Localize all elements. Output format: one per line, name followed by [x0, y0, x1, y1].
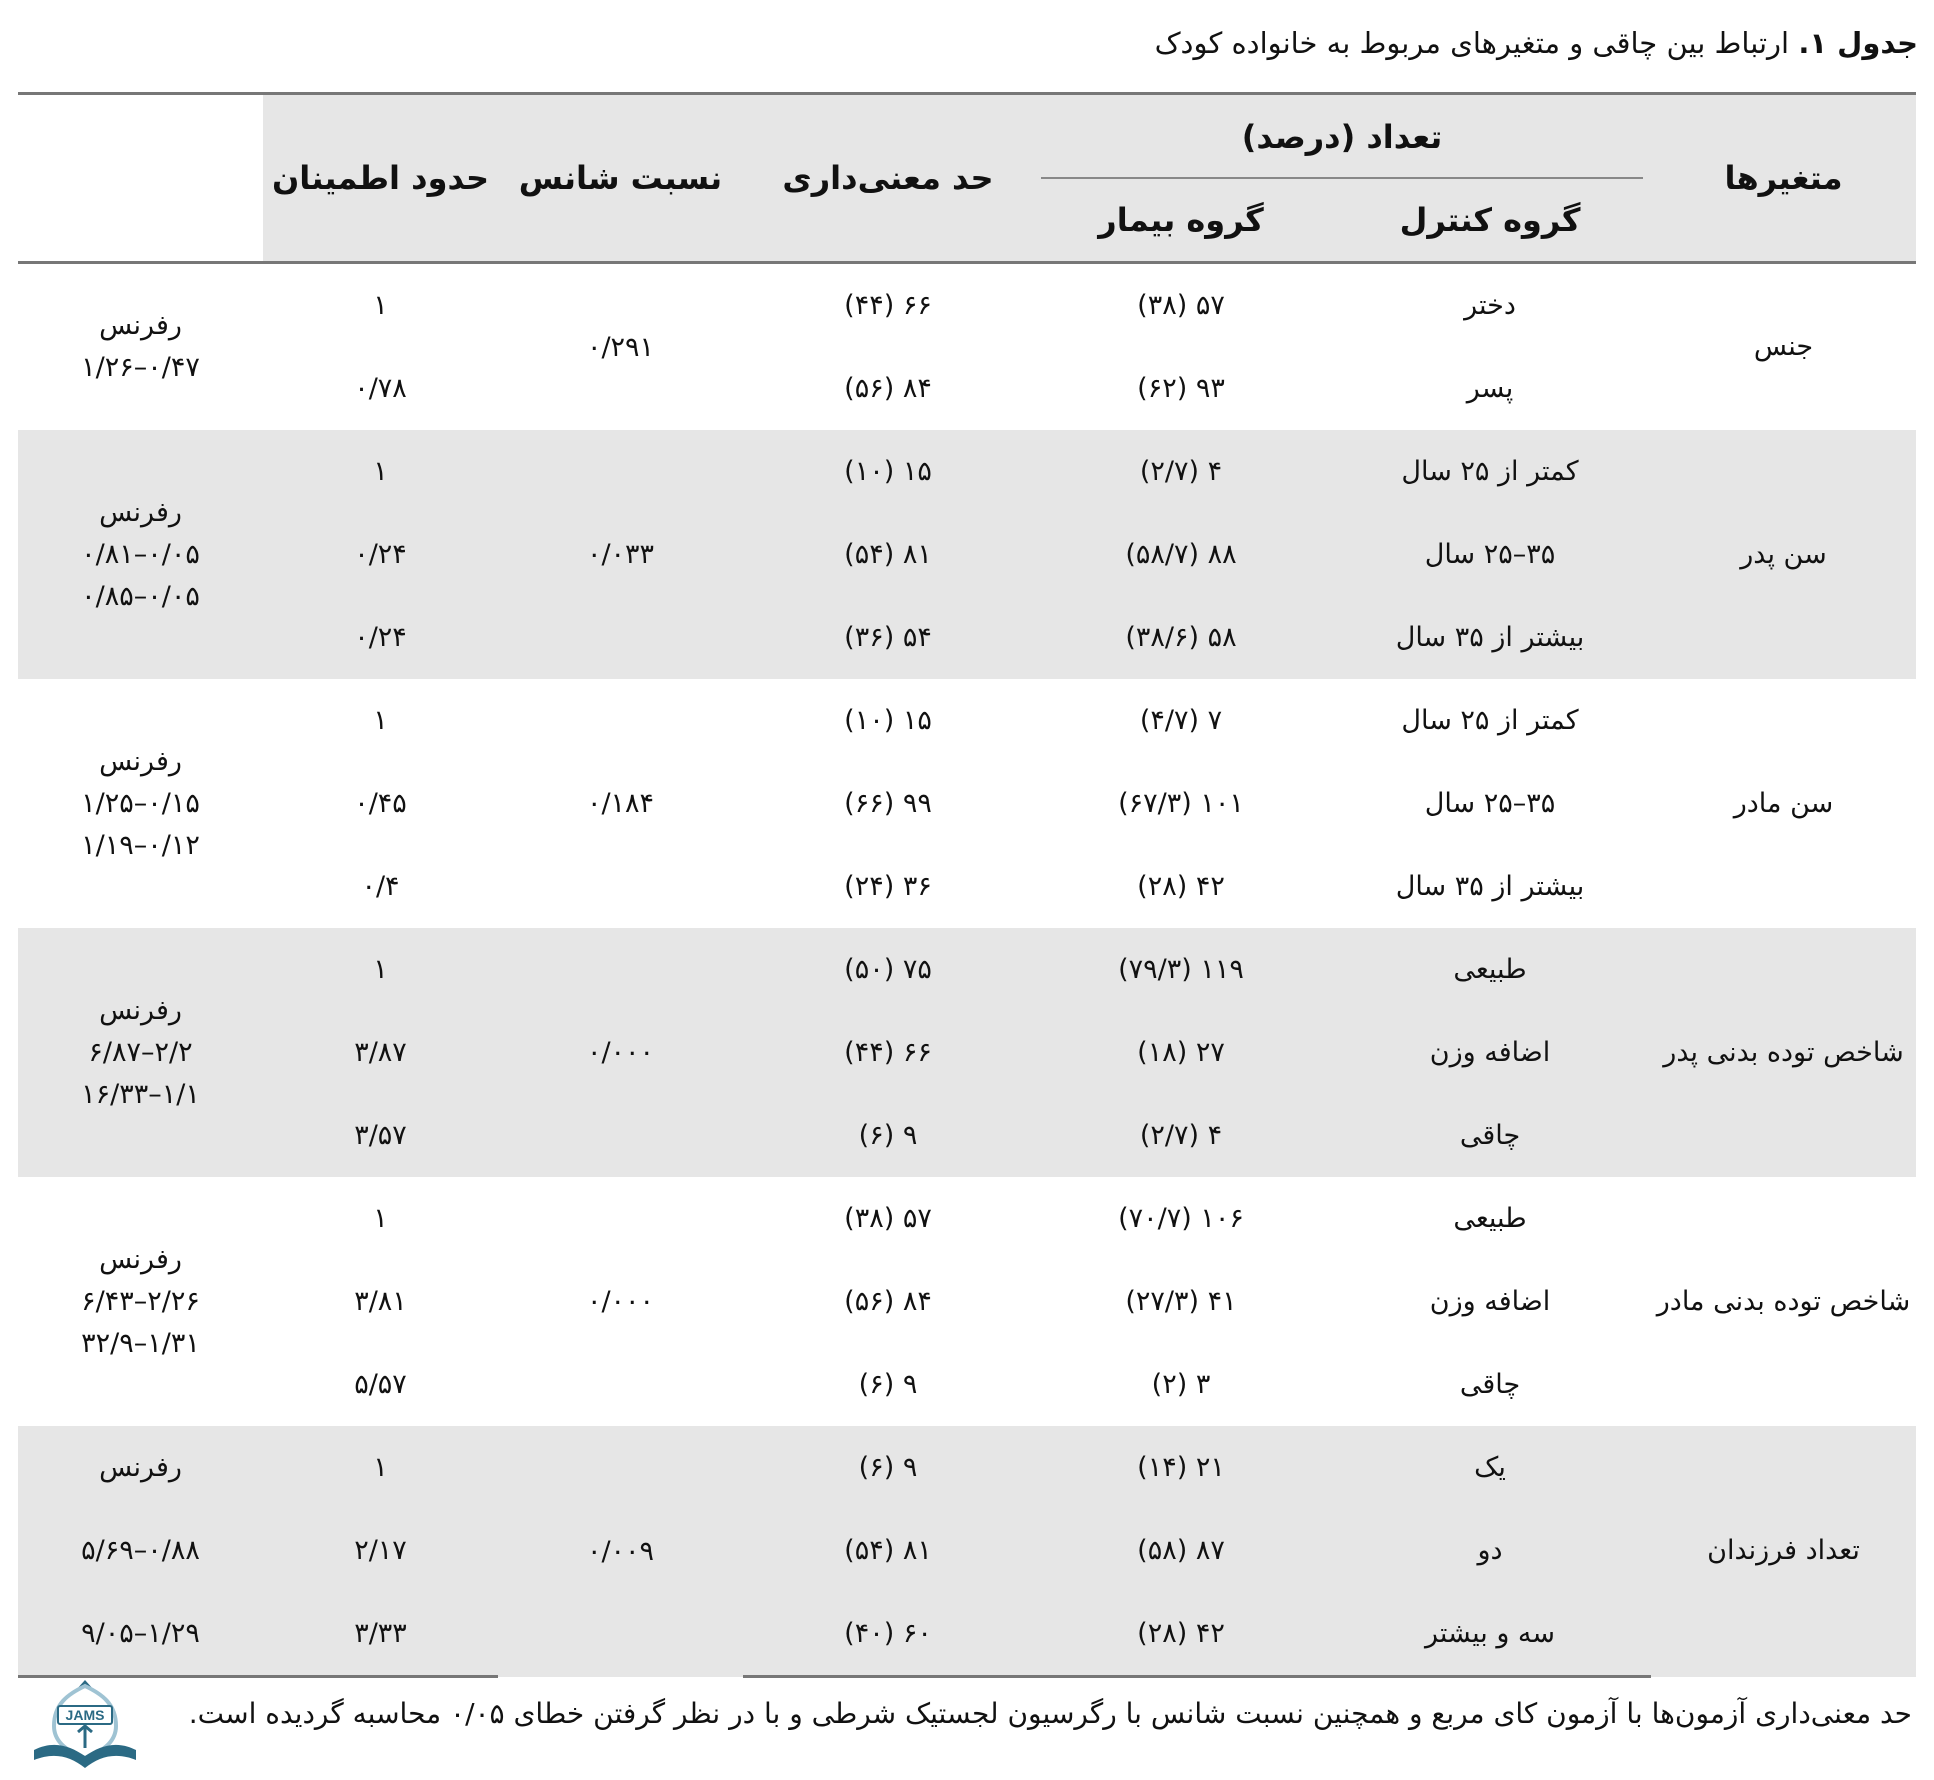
svg-text:JAMS: JAMS	[65, 1707, 105, 1723]
category-cell: ۳۵–۲۵ سال	[1424, 788, 1556, 819]
category-cell: اضافه وزن	[1329, 1011, 1651, 1094]
p-value-cell: ۰/۱۸۴	[586, 788, 655, 819]
table-row	[18, 347, 1916, 430]
table-row	[18, 263, 1916, 348]
header-odds-ratio: نسبت شانس	[518, 159, 723, 197]
ci-line: رفرنس	[99, 1243, 182, 1275]
header-significance: حد معنی‌داری	[782, 159, 994, 197]
odds-ratio-cell: ۱	[263, 430, 498, 513]
control-cell: ۸۷ (۵۸)	[1033, 1509, 1329, 1592]
ci-line: ۰/۱۲–۱/۱۹	[81, 829, 200, 861]
odds-ratio-cell: ۱	[373, 705, 388, 736]
group-mother-age	[18, 679, 1916, 928]
ci-line: رفرنس	[99, 310, 182, 341]
patient-cell: ۸۱ (۵۴)	[743, 1509, 1033, 1592]
control-cell: ۲۷ (۱۸)	[1033, 1011, 1329, 1094]
table-row	[18, 928, 1916, 1011]
group-father-bmi	[18, 928, 1916, 1177]
control-cell: ۷ (۴/۷)	[1139, 705, 1223, 736]
category-cell: اضافه وزن	[1429, 1286, 1551, 1317]
table-row	[18, 1426, 1916, 1509]
patient-cell: ۹۹ (۶۶)	[844, 788, 932, 819]
category-cell: بیشتر از ۳۵ سال	[1329, 596, 1651, 679]
p-value-cell: ۰/۲۹۱	[586, 331, 655, 363]
table-row	[18, 1177, 1916, 1260]
category-cell: یک	[1329, 1426, 1651, 1509]
header-patient-group: گروه بیمار	[1098, 201, 1264, 239]
control-cell: ۳ (۲)	[1151, 1369, 1211, 1400]
variable-name: شاخص توده بدنی پدر	[1651, 928, 1916, 1177]
jams-journal-logo	[24, 1676, 146, 1776]
p-value-cell: ۰/۰۰۹	[498, 1426, 743, 1677]
table-row	[18, 513, 1916, 596]
ci-line: ۰/۱۵–۱/۲۵	[81, 787, 200, 819]
category-cell: طبیعی	[1453, 1203, 1527, 1234]
odds-ratio-cell: ۵/۵۷	[354, 1369, 407, 1400]
category-cell: سه و بیشتر	[1329, 1592, 1651, 1677]
patient-cell: ۸۴ (۵۶)	[844, 1286, 932, 1317]
caption-text: ارتباط بین چاقی و متغیرهای مربوط به خانواده کودک	[1154, 26, 1799, 60]
ci-line: ۰/۴۷–۱/۲۶	[81, 352, 200, 383]
control-cell: ۱۱۹ (۷۹/۳)	[1033, 928, 1329, 1011]
table-row	[18, 845, 1916, 928]
group-children-count	[18, 1426, 1916, 1677]
table-row	[18, 596, 1916, 679]
header-control-group: گروه کنترل	[1399, 201, 1581, 239]
variable-name: تعداد فرزندان	[1651, 1426, 1916, 1677]
ci-line: رفرنس	[99, 496, 182, 528]
control-cell: ۴۲ (۲۸)	[1137, 871, 1225, 902]
category-cell: کمتر از ۲۵ سال	[1401, 705, 1579, 736]
ci-line: ۲/۲۶–۶/۴۳	[81, 1285, 200, 1317]
results-table	[18, 92, 1916, 1678]
table-row	[18, 1592, 1916, 1677]
ci-cell	[18, 1177, 263, 1426]
odds-ratio-cell: ۳/۸۷	[263, 1011, 498, 1094]
header-variables: متغیرها	[1724, 159, 1843, 197]
variable-name: شاخص توده بدنی مادر	[1656, 1285, 1911, 1317]
ci-line: ۱/۱–۱۶/۳۳	[81, 1078, 200, 1110]
odds-ratio-cell: ۱	[263, 928, 498, 1011]
group-mother-bmi	[18, 1177, 1916, 1426]
ci-cell	[18, 430, 263, 679]
patient-cell: ۳۶ (۲۴)	[844, 871, 932, 902]
group-gender	[18, 263, 1916, 431]
variable-name: جنس	[1753, 331, 1814, 362]
odds-ratio-cell: ۰/۷۸	[354, 373, 407, 404]
category-cell: دختر	[1464, 290, 1516, 321]
patient-cell: ۶۶ (۴۴)	[844, 290, 932, 321]
variable-name: سن مادر	[1733, 787, 1834, 819]
category-cell: بیشتر از ۳۵ سال	[1395, 871, 1585, 902]
patient-cell: ۵۴ (۳۶)	[743, 596, 1033, 679]
odds-ratio-cell: ۰/۴۵	[354, 788, 407, 819]
control-cell: ۴ (۲/۷)	[1033, 1094, 1329, 1177]
patient-cell: ۸۱ (۵۴)	[743, 513, 1033, 596]
ci-line: رفرنس	[99, 994, 182, 1026]
odds-ratio-cell: ۱	[263, 1426, 498, 1509]
patient-cell: ۹ (۶)	[743, 1094, 1033, 1177]
p-value-cell: ۰/۰۰۰	[498, 928, 743, 1177]
table-row	[18, 1343, 1916, 1426]
patient-cell: ۵۷ (۳۸)	[844, 1203, 932, 1234]
table-row	[18, 1509, 1916, 1592]
table-row	[18, 1011, 1916, 1094]
patient-cell: ۸۴ (۵۶)	[844, 373, 932, 404]
caption-label: جدول ۱.	[1798, 26, 1918, 60]
table-caption	[1155, 14, 1918, 72]
odds-ratio-cell: ۳/۵۷	[263, 1094, 498, 1177]
patient-cell: ۶۶ (۴۴)	[743, 1011, 1033, 1094]
table-row	[18, 1260, 1916, 1343]
ci-line: ۰/۸۸–۵/۶۹	[18, 1509, 263, 1592]
control-cell: ۲۱ (۱۴)	[1033, 1426, 1329, 1509]
odds-ratio-cell: ۱	[373, 1203, 388, 1234]
p-value-cell: ۰/۰۰۰	[586, 1286, 655, 1317]
ci-line: ۱/۲۹–۹/۰۵	[18, 1592, 263, 1677]
control-cell: ۴۱ (۲۷/۳)	[1125, 1286, 1237, 1317]
variable-name: سن پدر	[1651, 430, 1916, 679]
header-confidence-interval: حدود اطمینان	[271, 159, 489, 197]
category-cell: چاقی	[1459, 1369, 1521, 1400]
category-cell: طبیعی	[1329, 928, 1651, 1011]
ci-line: ۰/۰۵–۰/۸۵	[81, 580, 200, 612]
category-cell: دو	[1329, 1509, 1651, 1592]
table-row	[18, 430, 1916, 513]
ci-line: رفرنس	[99, 745, 182, 777]
control-cell: ۱۰۶ (۷۰/۷)	[1118, 1203, 1244, 1234]
odds-ratio-cell: ۲/۱۷	[263, 1509, 498, 1592]
ci-line: ۲/۲–۶/۸۷	[88, 1036, 193, 1068]
ci-cell	[18, 679, 263, 928]
control-cell: ۴۲ (۲۸)	[1033, 1592, 1329, 1677]
control-cell: ۸۸ (۵۸/۷)	[1033, 513, 1329, 596]
ci-cell	[18, 263, 263, 431]
control-cell: ۵۷ (۳۸)	[1137, 290, 1225, 321]
jams-logo-icon	[24, 1676, 146, 1776]
patient-cell: ۹ (۶)	[743, 1426, 1033, 1509]
odds-ratio-cell: ۱	[373, 290, 388, 321]
odds-ratio-cell: ۰/۲۴	[263, 513, 498, 596]
table-row	[18, 1094, 1916, 1177]
control-cell: ۹۳ (۶۲)	[1137, 373, 1225, 404]
ci-line: ۰/۰۵–۰/۸۱	[81, 538, 200, 570]
patient-cell: ۱۵ (۱۰)	[743, 430, 1033, 513]
patient-cell: ۶۰ (۴۰)	[743, 1592, 1033, 1677]
odds-ratio-cell: ۰/۴	[361, 871, 400, 902]
control-cell: ۵۸ (۳۸/۶)	[1033, 596, 1329, 679]
patient-cell: ۱۵ (۱۰)	[844, 705, 932, 736]
category-cell: کمتر از ۲۵ سال	[1329, 430, 1651, 513]
table-row	[18, 679, 1916, 762]
ci-line: رفرنس	[18, 1426, 263, 1509]
ci-line: ۱/۳۱–۳۲/۹	[81, 1327, 200, 1359]
category-cell: ۳۵–۲۵ سال	[1329, 513, 1651, 596]
control-cell: ۱۰۱ (۶۷/۳)	[1118, 788, 1244, 819]
control-cell: ۴ (۲/۷)	[1033, 430, 1329, 513]
category-cell: چاقی	[1329, 1094, 1651, 1177]
patient-cell: ۹ (۶)	[858, 1369, 918, 1400]
table-footnote: حد معنی‌داری آزمون‌ها با آزمون کای مربع و همچنین نسبت شانس با رگرسیون لجستیک شرطی و با در نظر گرفتن خطای ۰/۰۵ محاسبه گردیده است.	[188, 1697, 1912, 1730]
odds-ratio-cell: ۳/۸۱	[354, 1286, 407, 1317]
odds-ratio-cell: ۳/۳۳	[263, 1592, 498, 1677]
odds-ratio-cell: ۰/۲۴	[263, 596, 498, 679]
patient-cell: ۷۵ (۵۰)	[743, 928, 1033, 1011]
header-count-percent: تعداد (درصد)	[1033, 94, 1651, 180]
p-value-cell: ۰/۰۳۳	[498, 430, 743, 679]
category-cell: پسر	[1466, 373, 1514, 404]
ci-cell	[18, 928, 263, 1177]
table-row	[18, 762, 1916, 845]
group-father-age	[18, 430, 1916, 679]
